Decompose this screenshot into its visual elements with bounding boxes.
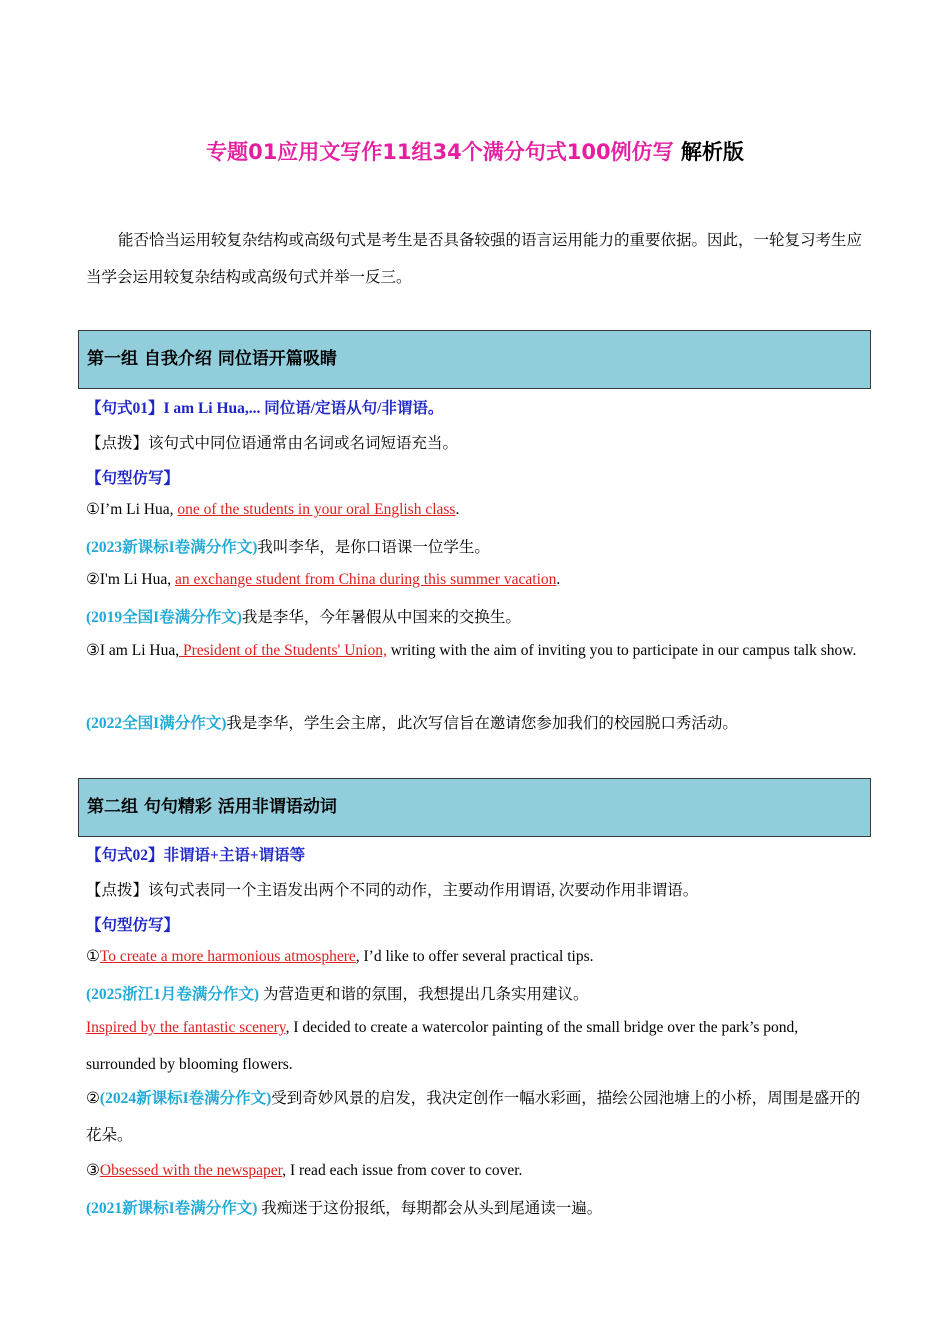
group2-example-3 (86, 1161, 866, 1180)
source-label: (2025浙江1月卷满分作文) (86, 986, 260, 1003)
source-label: (2024新课标I卷满分作文) (99, 1090, 272, 1107)
highlighted-phrase: an exchange student from China during this summer vacation (175, 571, 557, 588)
group1-heading: 第一组 自我介绍 同位语开篇吸睛 (78, 330, 871, 389)
example-text: ①I’m Li Hua, (86, 501, 178, 518)
example-text: writing with the aim of inviting you to participate in our campus talk show. (386, 642, 857, 659)
example-text: ③ (86, 1162, 100, 1179)
example-marker: ② (86, 1090, 100, 1107)
group2-example-1 (86, 947, 866, 966)
group1-practice-label: 【句型仿写】 (86, 470, 180, 487)
highlighted-phrase: To create a more harmonious atmosphere (99, 948, 356, 965)
chinese-translation: 为营造更和谐的氛围，我想提出几条实用建议。 (259, 986, 589, 1003)
source-label: (2021新课标I卷满分作文) (86, 1200, 258, 1217)
example-text: . (556, 571, 561, 588)
group1-translation-1 (86, 535, 866, 557)
example-text: , I’d like to offer several practical tips. (355, 948, 594, 965)
highlighted-phrase: Obsessed with the newspaper (99, 1162, 283, 1179)
highlighted-phrase: President of the Students' Union, (179, 642, 387, 659)
group1-example-2 (86, 570, 866, 589)
highlighted-phrase: Inspired by the fantastic scenery (86, 1019, 286, 1036)
source-label: (2022全国I满分作文) (86, 715, 227, 732)
group2-practice-label: 【句型仿写】 (86, 917, 180, 934)
example-text: ③I am Li Hua, (86, 642, 180, 659)
example-text: ① (86, 948, 100, 965)
chinese-translation: 我叫李华，是你口语课一位学生。 (257, 539, 490, 556)
group1-example-3 (86, 632, 866, 669)
source-label: (2019全国I卷满分作文) (86, 609, 242, 626)
title-suffix: 解析版 (680, 140, 744, 164)
group1-tip: 【点拨】该句式中同位语通常由名词或名词短语充当。 (86, 435, 459, 452)
example-text: , I read each issue from cover to cover. (282, 1162, 523, 1179)
group2-heading: 第二组 句句精彩 活用非谓语动词 (78, 778, 871, 837)
example-text: , I decided to create a watercolor painting of the small bridge over the park’s pond, surrounded by blooming flowers. (86, 1019, 799, 1073)
source-label: (2023新课标I卷满分作文) (86, 539, 258, 556)
title-main: 专题01应用文写作11组34个满分句式100例仿写 (206, 140, 674, 164)
group1-example-1 (86, 500, 866, 519)
group2-translation-2 (86, 1080, 866, 1154)
group1-translation-3 (86, 711, 866, 733)
highlighted-phrase: one of the students in your oral English class (177, 501, 456, 518)
example-text: ②I'm Li Hua, (86, 571, 176, 588)
intro-paragraph: 能否恰当运用较复杂结构或高级句式是考生是否具备较强的语言运用能力的重要依据。因此，一轮复习考生应当学会运用较复杂结构或高级句式并举一反三。 (86, 232, 863, 286)
chinese-translation: 受到奇妙风景的启发，我决定创作一幅水彩画，描绘公园池塘上的小桥，周围是盛开的花朵。 (86, 1090, 861, 1144)
group2-translation-1 (86, 982, 866, 1004)
chinese-translation: 我是李华，今年暑假从中国来的交换生。 (241, 609, 521, 626)
document-title (0, 136, 950, 166)
example-text: . (455, 501, 460, 518)
group2-translation-3 (86, 1196, 866, 1218)
group1-pattern: 【句式01】I am Li Hua,... 同位语/定语从句/非谓语。 (86, 400, 444, 417)
group1-translation-2 (86, 605, 866, 627)
chinese-translation: 我痴迷于这份报纸，每期都会从头到尾通读一遍。 (257, 1200, 603, 1217)
chinese-translation: 我是李华，学生会主席，此次写信旨在邀请您参加我们的校园脱口秀活动。 (226, 715, 738, 732)
group2-example-2 (86, 1009, 866, 1083)
group2-pattern: 【句式02】非谓语+主语+谓语等 (86, 847, 306, 864)
group2-tip: 【点拨】该句式表同一个主语发出两个不同的动作，主要动作用谓语, 次要动作用非谓语。 (86, 882, 699, 899)
